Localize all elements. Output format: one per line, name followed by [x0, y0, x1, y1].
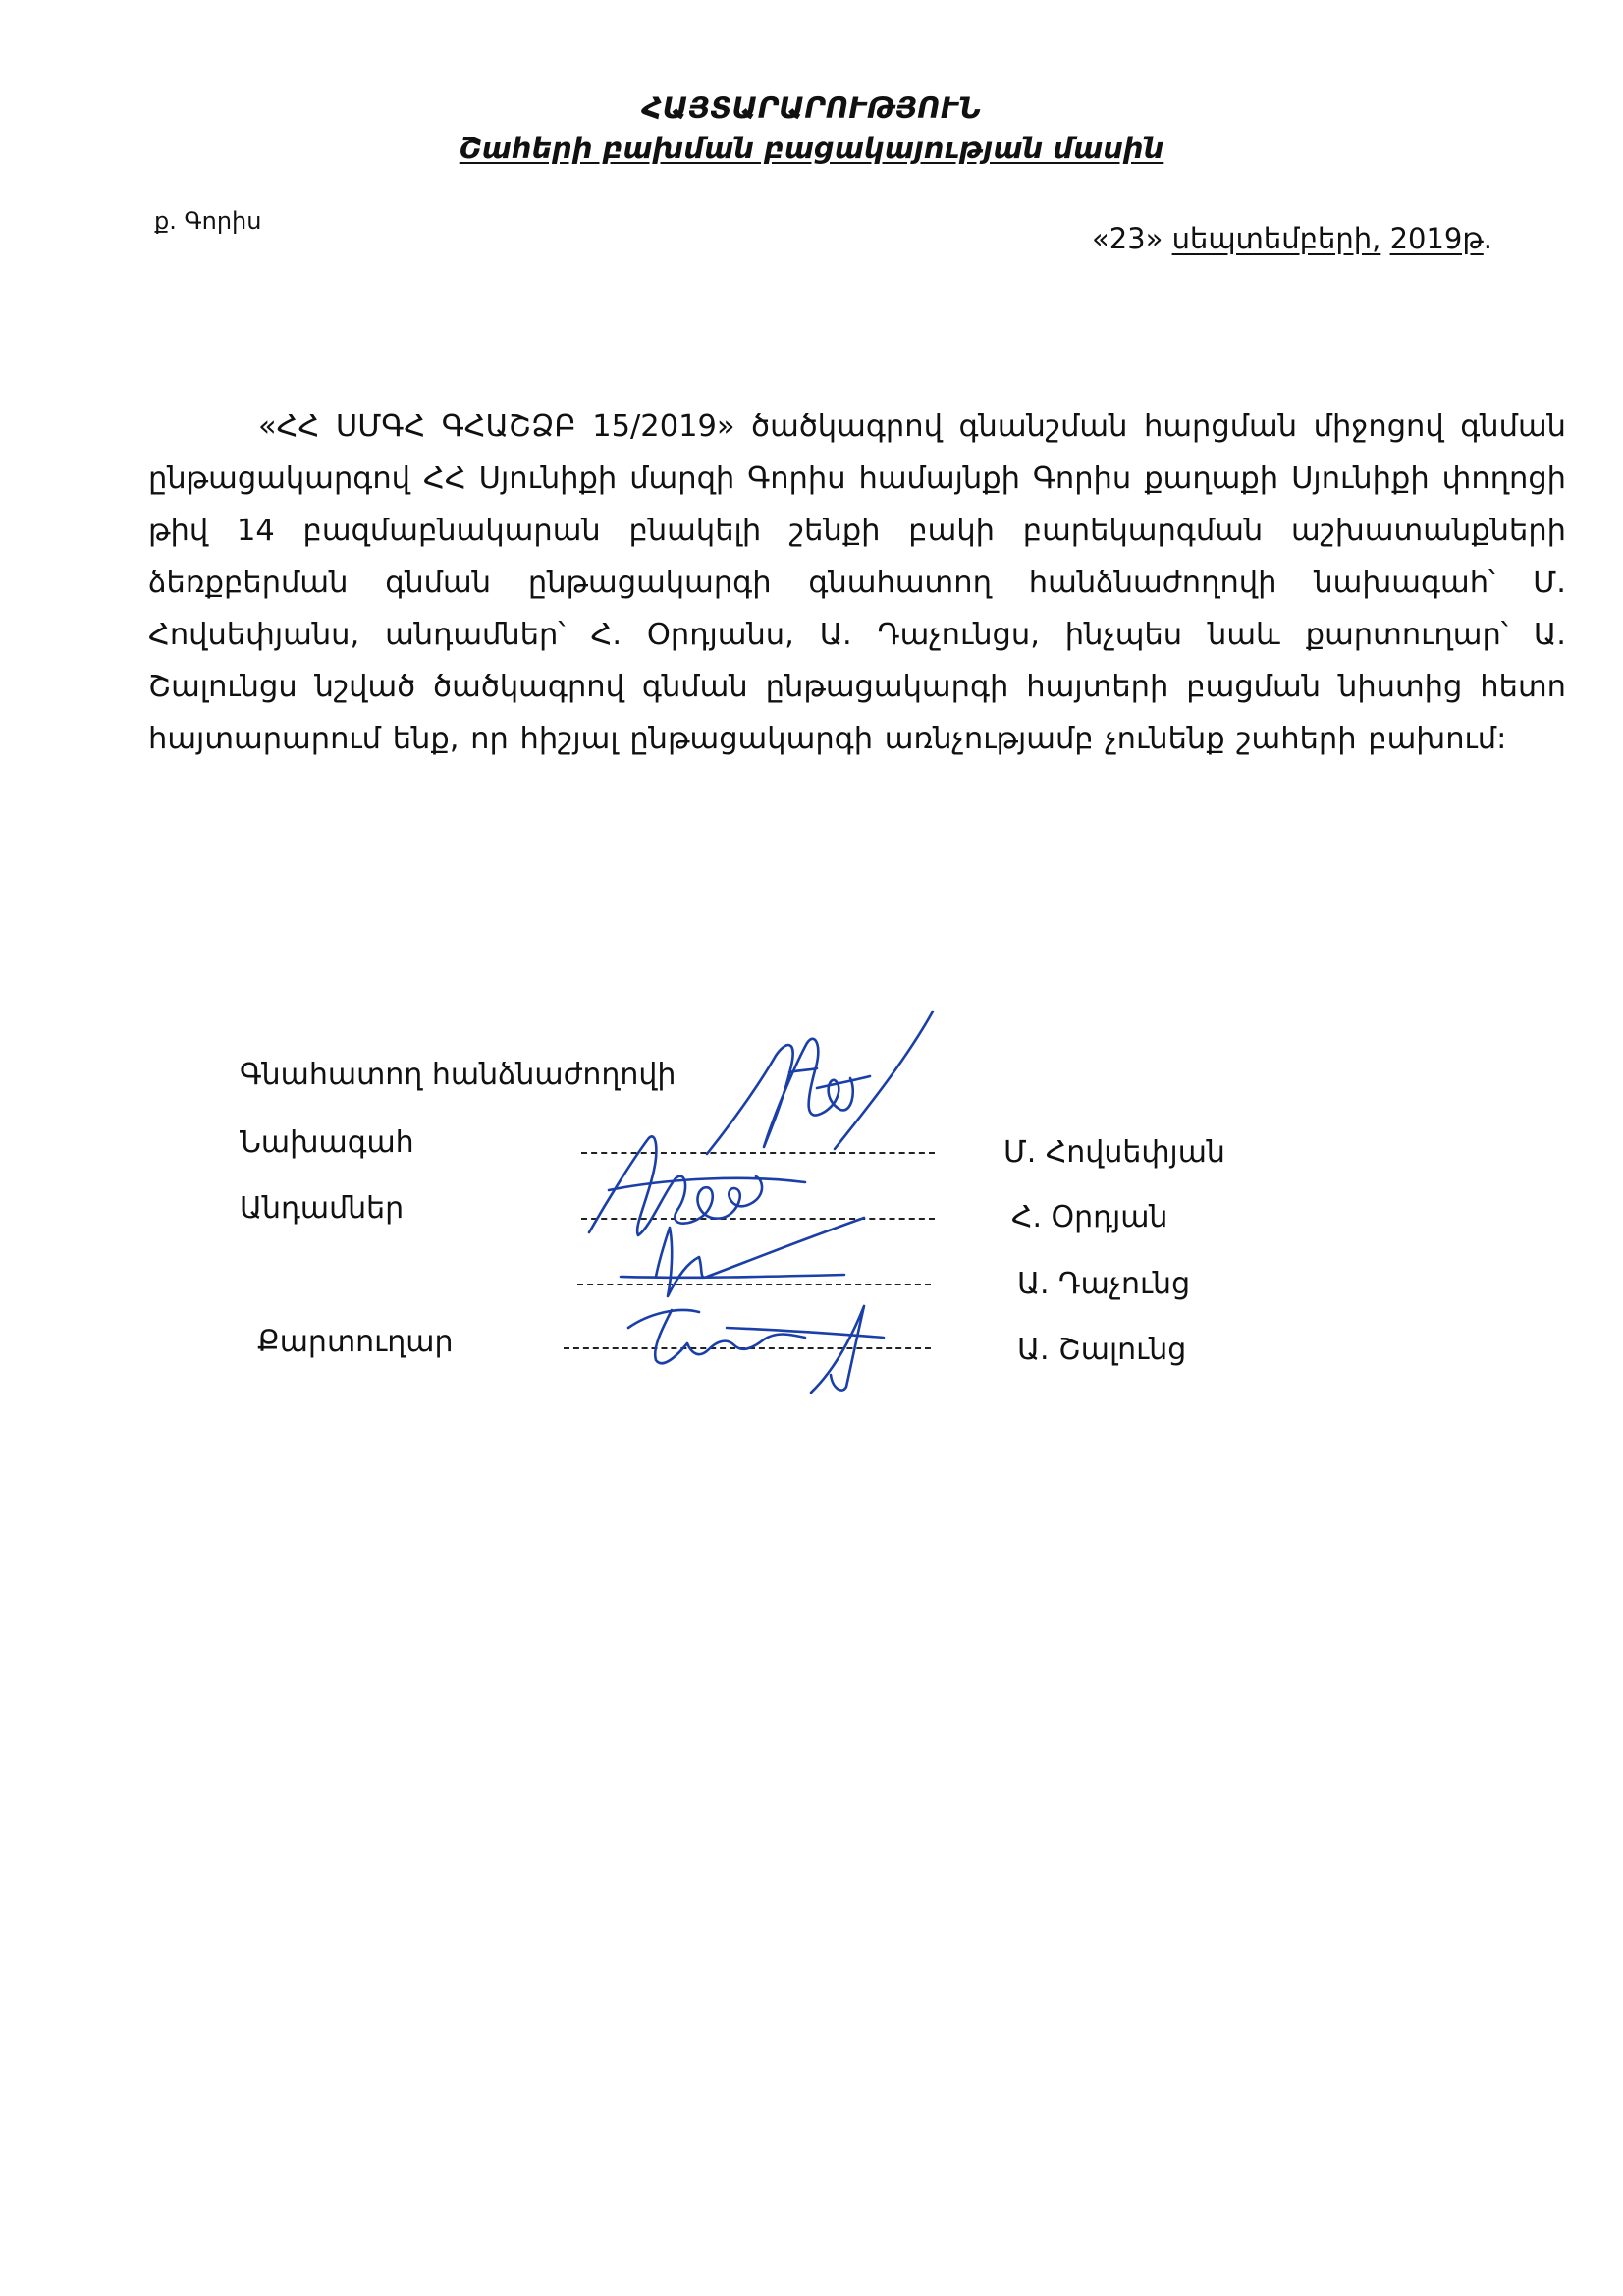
secretary-name: Ա. Շալունց — [1017, 1333, 1187, 1367]
document-title: ՀԱՅՏԱՐԱՐՈՒԹՅՈՒՆ — [641, 91, 982, 125]
secretary-signature-line — [564, 1347, 931, 1349]
committee-label: Գնահատող հանձնաժողովի — [240, 1058, 676, 1092]
chair-label: Նախագահ — [240, 1125, 414, 1160]
place-of-signing: ք. Գորիս — [154, 207, 262, 235]
member1-signature-line — [581, 1218, 935, 1220]
document-subtitle: Շահերի բախման բացակայության մասին — [459, 132, 1164, 165]
chair-name: Մ. Հովսեփյան — [1003, 1135, 1225, 1170]
date-day: «23» — [1091, 222, 1163, 255]
member2-name: Ա. Դաչունց — [1017, 1267, 1191, 1301]
chair-signature-line — [581, 1152, 935, 1154]
document-date — [1092, 222, 1492, 255]
declaration-body: «ՀՀ ՍՄԳՀ ԳՀԱՇՁԲ 15/2019» ծածկագրով գնանշման հարցման միջոցով գնման ընթացակարգով ՀՀ Սյունիքի մարզի Գորիս համայնքի Գորիս քաղաքի Սյունիքի փողոցի թիվ 14 բազմաբնակարան բնակելի շենքի բակի բարեկարգման աշխատանքների ձեռքբերման գնման ընթացակարգի գնահատող հանձնաժողովի նախագահ՝ Մ. Հովսեփյանս, անդամներ՝ Հ. Օրդյանս, Ա. Դաչունցս, ինչպես նաև քարտուղար՝ Ա. Շալունցս նշված ծածկագրով գնման ընթացակարգի հայտերի բացման նիստից հետո հայտարարում ենք, որ հիշյալ ընթացակարգի առնչությամբ չունենք շահերի բախում: — [148, 410, 1566, 756]
member2-signature-line — [577, 1284, 931, 1285]
date-year-suffix: . — [1483, 222, 1492, 255]
date-year: 2019թ — [1389, 222, 1484, 255]
secretary-signature — [628, 1306, 884, 1393]
secretary-label: Քարտուղար — [257, 1325, 454, 1359]
members-label: Անդամներ — [240, 1191, 405, 1226]
date-month: սեպտեմբերի, — [1171, 222, 1381, 255]
chair-signature — [707, 1011, 933, 1154]
member1-name: Հ. Օրդյան — [1011, 1200, 1168, 1234]
